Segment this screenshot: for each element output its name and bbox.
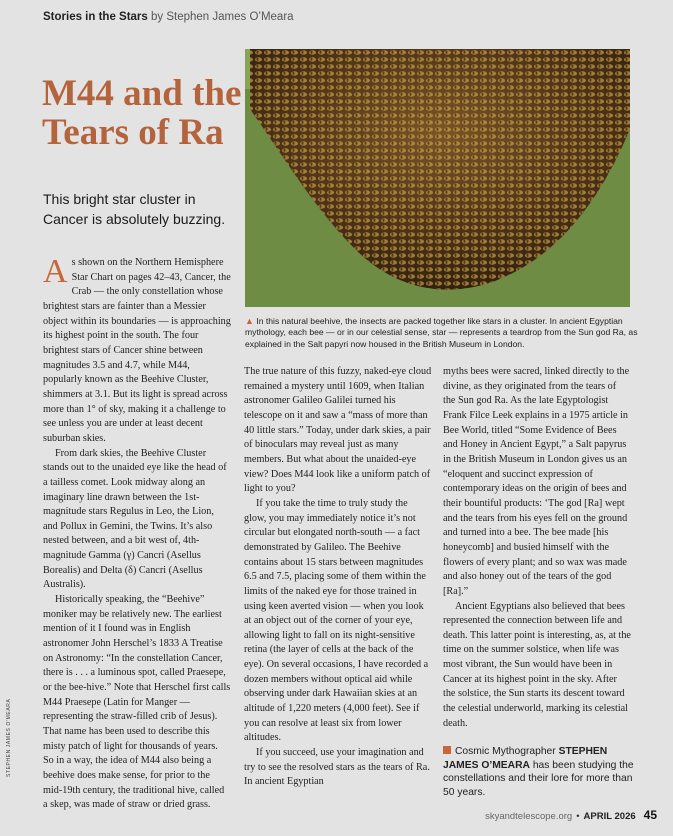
photo-caption [245,316,640,350]
paragraph: Ancient Egyptians also believed that bees represented the connection between life and death. This latter point is interesting, as, at the time on the summer solstice, when life was most vibrant, the Sun would have been in Cancer at its highest point in the sky. After the solstice, the Sun starts its descent toward the celestial underworld, marking its celestial death. [443,600,631,729]
page-number: 45 [643,808,657,822]
beehive-photo [245,49,630,307]
paragraph: The true nature of this fuzzy, naked-eye cloud remained a mystery until 1609, when Italian astronomer Galileo Galilei turned his telescope on it and saw a “mass of more than 40 little stars.” Today, under dark skies, a pair of binoculars may reveal just as many members. But what about the unaided-eye view? Does M44 look like a uniform patch of light to you? [244,366,432,495]
article-title: M44 and the Tears of Ra [42,73,242,153]
paragraph: If you take the time to truly study the glow, you may immediately notice it’s not circular but elongated north-south — a fact demonstrated by Galileo. The Beehive contains about 15 stars between magnitudes 6.5 and 7.5, placing some of them within the limits of the naked eye for those trained in using keen averted vision — when you look at an object out of the corner of your eye, allowing light to fall on its night-sensitive retina (the layer of cells at the back of the eye). On several occasions, I have recorded a dozen members without optical aid while observing under dark Hawaiian skies at an altitude of 1,220 meters (4,000 feet). See if you can resolve at least six from lower altitudes. [244,497,429,744]
paragraph: From dark skies, the Beehive Cluster stands out to the unaided eye like the head of a tailless comet. Look midway along an imaginary line drawn between the 1st-magnitude stars Regulus in Leo, the Lion, and Pollux in Gemini, the Twins. It’s also nested between, and a bit west of, 4th-magnitude Gamma (γ) Cancri (Asellus Borealis) and Delta (δ) Cancri (Asellus Australis). [43,447,227,591]
caption-text: In this natural beehive, the insects are packed together like stars in a cluster. In ancient Egyptian mythology, each bee — or in our celestial sense, star — represents a teardrop from the Sun god Ra, as explained in the Salt papyri now housed in the British Museum in London. [245,316,638,349]
author-bio: Cosmic Mythographer STEPHEN JAMES O’MEARA has been studying the constellations and their lore for more than 50 years. [443,746,634,798]
section-label: Stories in the Stars [43,11,148,23]
column-1 [43,253,231,813]
photo-credit: STEPHEN JAMES O’MEARA [6,698,12,777]
drop-cap: A [43,253,68,290]
article-deck: This bright star cluster in Cancer is absolutely buzzing. [43,191,226,227]
byline: by Stephen James O’Meara [151,11,294,23]
site-url: skyandtelescope.org [485,811,573,822]
bullet-separator-icon: • [576,811,580,822]
running-header [43,11,294,23]
paragraph: myths bees were sacred, linked directly to the divine, as they originated from the tears of the Sun god Ra. As the late Egyptologist Frank Filce Leek explains in a 1975 article in Bee World, titled “Some Evidence of Bees and Honey in Ancient Egypt,” a Salt papyrus in the British Museum in London gives us an “eloquent and succinct expression of contemporary ideas on the origin of bees and their bountiful products: ‘The god [Ra] wept and the tears from his eyes fell on the ground and turned into a bee. The bee made [his honeycomb] and busied himself with the flowers of every plant; and so wax was made and also honey out of the tears of the god [Ra].” [443,366,630,597]
triangle-up-icon: ▲ [245,316,254,326]
page-footer [485,808,657,822]
paragraph: Historically speaking, the “Beehive” moniker may be relatively new. The earliest mention of it I found was in English astronomer John Herschel’s 1833 A Treatise on Astronomy: “In the constellation Cancer, there is . . . a luminous spot, called Praesepe, or the bee-hive.” Note that Herschel first calls M44 Praesepe (Latin for Manger — representing the straw-filled crib of Jesus). That name has been used to describe this misty patch of light for thousands of years. So in a way, the idea of M44 also being a beehive does make sense, for prior to the mid-19th century, the traditional hive, called a skep, was made of straw or dried grass. [43,594,231,811]
column-2 [244,365,432,790]
issue-date: APRIL 2026 [583,811,636,822]
paragraph: If you succeed, use your imagination and try to see the resolved stars as the tears of Ra. In ancient Egyptian [244,747,430,788]
paragraph: As shown on the Northern Hemisphere Star Chart on pages 42–43, Cancer, the Crab — the only constellation whose brightest stars are fainter than a Messier object within its boundaries — is approaching its highest point in the south. The four brightest stars of Cancer shine between magnitudes 3.5 and 4.7, while M44, popularly known as the Beehive Cluster, shimmers at 3.1. But its light is spread across more than 1° of sky, making it a challenge to see unless you are under at least decent suburban skies. [43,253,231,444]
column-3 [443,365,631,731]
square-bullet-icon [443,746,451,754]
beehive-illustration [245,49,630,307]
author-name: STEPHEN JAMES O’MEARA [443,746,608,771]
